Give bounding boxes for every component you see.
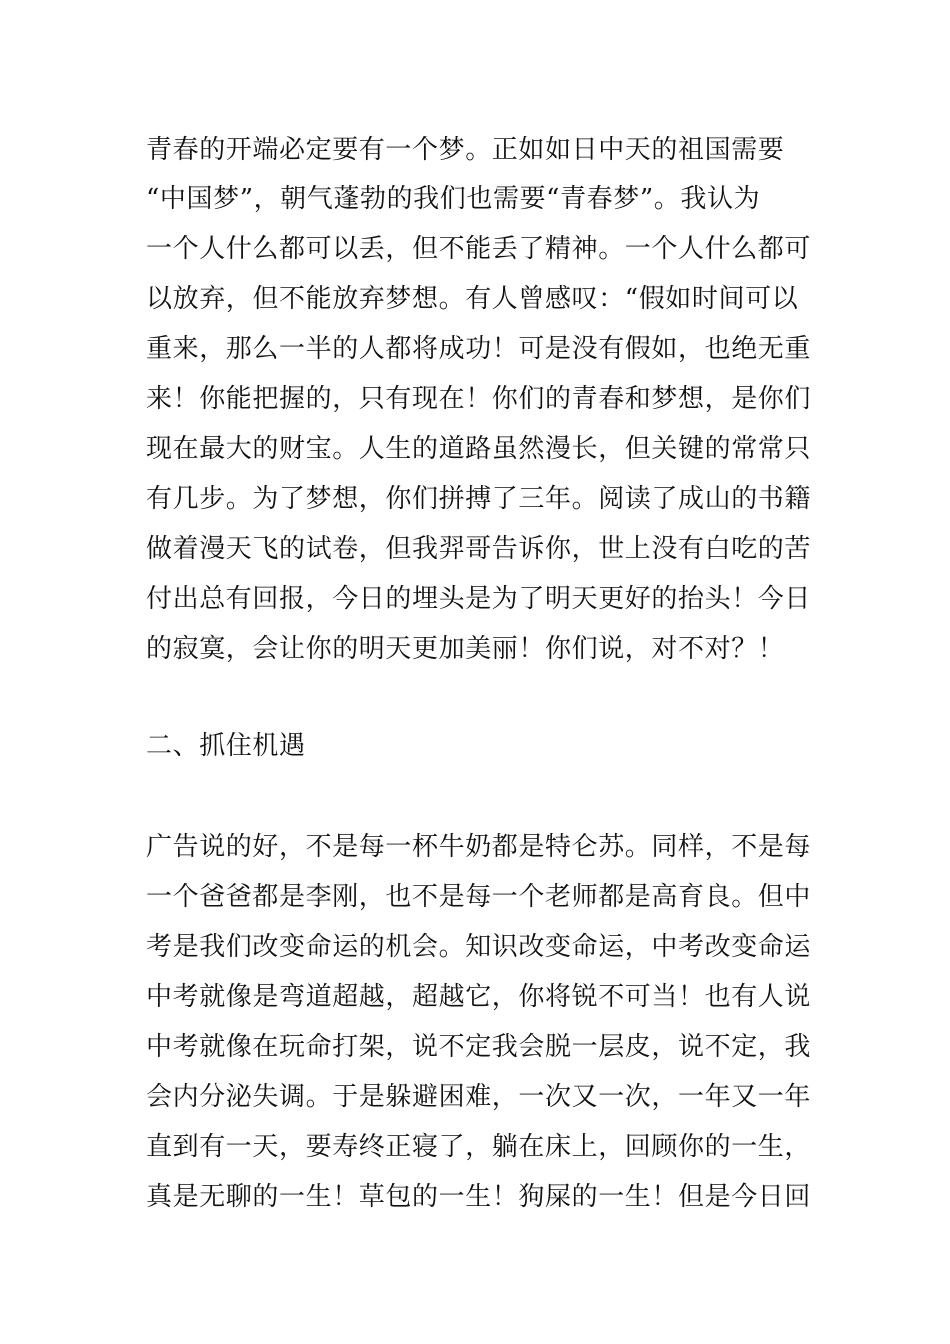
paragraph-2-line: 中考就像在玩命打架，说不定我会脱一层皮，说不定，我	[146, 1032, 812, 1062]
paragraph-1-line: 的寂寞，会让你的明天更加美丽！你们说，对不对？！	[146, 634, 785, 664]
paragraph-1-line: 做着漫天飞的试卷，但我羿哥告诉你，世上没有白吃的苦	[146, 534, 812, 564]
paragraph-1-line: 现在最大的财宝。人生的道路虽然漫长，但关键的常常只	[146, 434, 812, 464]
paragraph-2-line: 会内分泌失调。于是躲避困难，一次又一次，一年又一年	[146, 1082, 812, 1112]
paragraph-2-line: 直到有一天，要寿终正寝了，躺在床上，回顾你的一生，	[146, 1132, 812, 1162]
paragraph-1-line: 以放弃，但不能放弃梦想。有人曾感叹：“假如时间可以	[146, 284, 799, 314]
paragraph-2-line: 考是我们改变命运的机会。知识改变命运，中考改变命运	[146, 932, 812, 962]
paragraph-2-line: 中考就像是弯道超越，超越它，你将锐不可当！也有人说	[146, 982, 812, 1012]
paragraph-1-line: 青春的开端必定要有一个梦。正如如日中天的祖国需要	[146, 135, 785, 165]
paragraph-1-line: 重来，那么一半的人都将成功！可是没有假如，也绝无重	[146, 334, 812, 364]
paragraph-2-line: 一个爸爸都是李刚，也不是每一个老师都是高育良。但中	[146, 882, 812, 912]
paragraph-1-line: 有几步。为了梦想，你们拼搏了三年。阅读了成山的书籍	[146, 484, 812, 514]
paragraph-1-line: 一个人什么都可以丢，但不能丢了精神。一个人什么都可	[146, 234, 812, 264]
paragraph-1-line: 来！你能把握的，只有现在！你们的青春和梦想，是你们	[146, 384, 812, 414]
paragraph-2-line: 广告说的好，不是每一杯牛奶都是特仑苏。同样，不是每	[146, 832, 812, 862]
paragraph-1-line: 付出总有回报，今日的埋头是为了明天更好的抬头！今日	[146, 584, 812, 614]
paragraph-2-line: 真是无聊的一生！草包的一生！狗屎的一生！但是今日回	[146, 1182, 812, 1212]
paragraph-1-line: “中国梦”，朝气蓬勃的我们也需要“青春梦”。我认为	[146, 184, 761, 214]
section-heading: 二、抓住机遇	[146, 731, 306, 761]
